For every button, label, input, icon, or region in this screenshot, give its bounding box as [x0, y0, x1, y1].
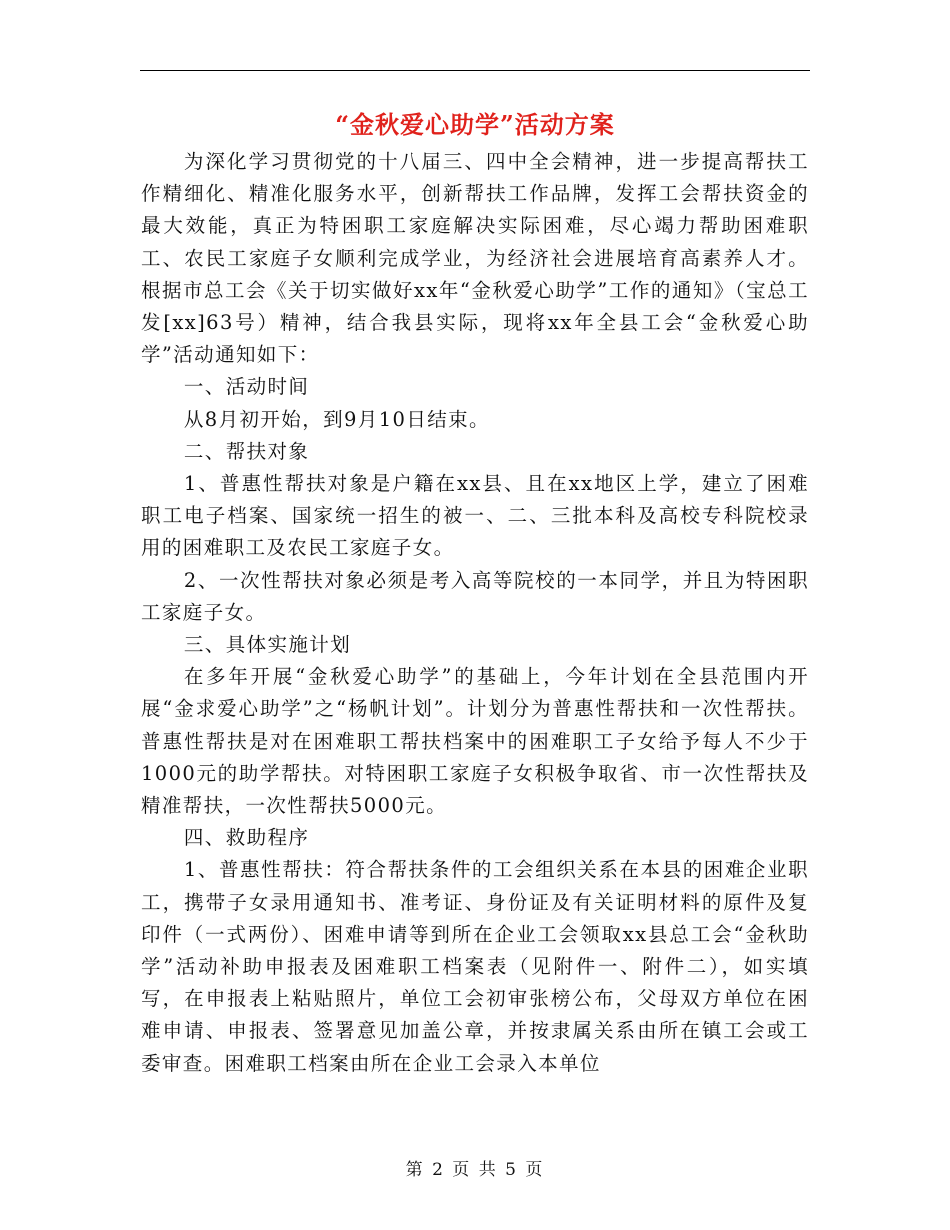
section-heading-implementation-plan: 三、具体实施计划 [183, 633, 352, 657]
implementation-plan-paragraph: 在多年开展“金秋爱心助学”的基础上，今年计划在全县范围内开展“金求爱心助学”之“杨帆计划”。计划分为普惠性帮扶和一次性帮扶。普惠性帮扶是对在困难职工帮扶档案中的困难职工子女给予每人不少于1000元的助学帮扶。对特困职工家庭子女积极争取省、市一次性帮扶及精准帮扶，一次性帮扶5000元。 [141, 665, 809, 818]
document-title: “金秋爱心助学”活动方案 [335, 110, 615, 139]
support-target-item-2: 2、一次性帮扶对象必须是考入高等院校的一本同学，并且为特困职工家庭子女。 [141, 568, 809, 624]
activity-time-paragraph: 从8月初开始，到9月10日结束。 [183, 407, 490, 431]
section-heading-assistance-procedure: 四、救助程序 [183, 826, 310, 850]
intro-paragraph: 为深化学习贯彻党的十八届三、四中全会精神，进一步提高帮扶工作精细化、精准化服务水平，创新帮扶工作品牌，发挥工会帮扶资金的最大效能，真正为特困职工家庭解决实际困难，尽心竭力帮助困难职工、农民工家庭子女顺利完成学业，为经济社会进展培育高素养人才。根据市总工会《关于切实做好xx年“金秋爱心助学”工作的通知》（宝总工发[xx]63号）精神，结合我县实际，现将xx年全县工会“金秋爱心助学”活动通知如下： [141, 150, 809, 367]
header-rule [140, 70, 810, 71]
page-number-footer: 第 2 页 共 5 页 [405, 1160, 545, 1180]
section-heading-support-targets: 二、帮扶对象 [183, 439, 310, 463]
section-heading-activity-time: 一、活动时间 [183, 375, 310, 399]
document-body [141, 146, 809, 1080]
support-target-item-1: 1、普惠性帮扶对象是户籍在xx县、且在xx地区上学，建立了困难职工电子档案、国家统一招生的被一、二、三批本科及高校专科院校录用的困难职工及农民工家庭子女。 [141, 472, 809, 560]
assistance-procedure-item-1: 1、普惠性帮扶：符合帮扶条件的工会组织关系在本县的困难企业职工，携带子女录用通知书、准考证、身份证及有关证明材料的原件及复印件（一式两份）、困难申请等到所在企业工会领取xx县总工会“金秋助学”活动补助申报表及困难职工档案表（见附件一、附件二），如实填写，在申报表上粘贴照片，单位工会初审张榜公布，父母双方单位在困难申请、申报表、签署意见加盖公章，并按隶属关系由所在镇工会或工委审查。困难职工档案由所在企业工会录入本单位 [141, 858, 809, 1075]
